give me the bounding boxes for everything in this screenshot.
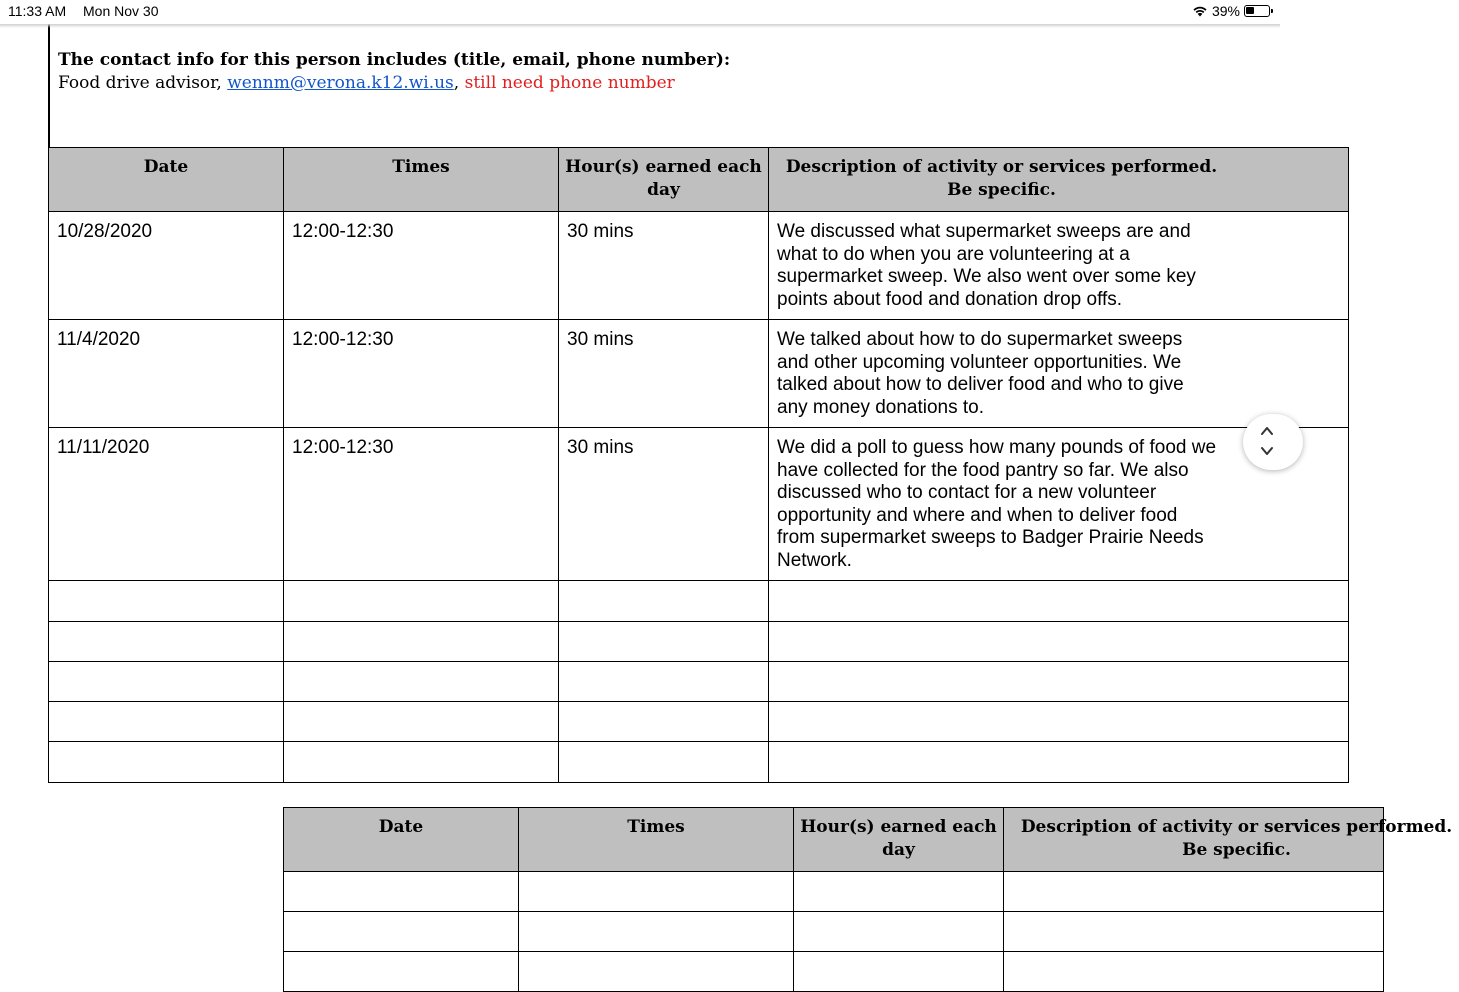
header-times: Times xyxy=(519,808,794,872)
table-row-empty xyxy=(49,622,1349,662)
cell-empty[interactable] xyxy=(794,952,1004,992)
battery-icon xyxy=(1244,5,1270,17)
cell-description-text: We did a poll to guess how many pounds of food we have collected for the food pantry so far. We also discussed who to contact for a new volunteer opportunity and where and when to deliver food from supermarket sweeps to Badger Prairie Needs Network. xyxy=(777,437,1217,571)
table-row-empty xyxy=(284,912,1384,952)
table-row-empty xyxy=(284,872,1384,912)
cell-description[interactable] xyxy=(769,320,1349,428)
table-row xyxy=(49,212,1349,320)
battery-fill xyxy=(1246,7,1254,14)
cell-empty[interactable] xyxy=(284,581,559,622)
contact-info xyxy=(58,48,730,94)
battery-nub xyxy=(1271,9,1273,13)
cell-empty[interactable] xyxy=(284,912,519,952)
chevron-up-icon[interactable] xyxy=(1260,424,1274,438)
cell-empty[interactable] xyxy=(519,872,794,912)
cell-hours[interactable]: 30 mins xyxy=(559,320,769,428)
cell-empty[interactable] xyxy=(519,952,794,992)
cell-empty[interactable] xyxy=(49,581,284,622)
cell-times[interactable]: 12:00-12:30 xyxy=(284,212,559,320)
wifi-icon xyxy=(1192,5,1208,17)
hours-log-table-2-viewport xyxy=(283,807,1453,960)
cell-empty[interactable] xyxy=(284,622,559,662)
contact-heading: The contact info for this person includes (title, email, phone number): xyxy=(58,50,731,70)
contact-email-link[interactable]: wennm@verona.k12.wi.us xyxy=(227,73,454,93)
cell-date[interactable]: 11/11/2020 xyxy=(49,428,284,581)
page-border-left xyxy=(48,24,50,148)
cell-empty[interactable] xyxy=(769,742,1349,783)
status-time: 11:33 AM xyxy=(8,3,67,19)
header-description xyxy=(1004,808,1453,872)
table-row-empty xyxy=(49,662,1349,702)
cell-empty[interactable] xyxy=(1004,872,1384,912)
cell-empty[interactable] xyxy=(284,872,519,912)
header-times: Times xyxy=(284,148,559,212)
cell-empty[interactable] xyxy=(559,662,769,702)
cell-empty[interactable] xyxy=(559,581,769,622)
cell-date[interactable]: 11/4/2020 xyxy=(49,320,284,428)
contact-line xyxy=(58,72,730,94)
page-nav-handle[interactable] xyxy=(1243,414,1303,470)
header-hours: Hour(s) earned each day xyxy=(559,148,769,212)
cell-empty[interactable] xyxy=(49,622,284,662)
contact-separator: , xyxy=(453,73,460,93)
header-hours: Hour(s) earned each day xyxy=(794,808,1004,872)
header-date: Date xyxy=(284,808,519,872)
cell-description-text: We discussed what supermarket sweeps are and what to do when you are volunteering at a supermarket sweep. We also went over some key points about food and donation drop offs. xyxy=(777,221,1196,310)
cell-empty[interactable] xyxy=(49,702,284,742)
table-header-row xyxy=(49,148,1349,212)
cell-date[interactable]: 10/28/2020 xyxy=(49,212,284,320)
cell-description-text: We talked about how to do supermarket sweeps and other upcoming volunteer opportunities. We talked about how to deliver food and who to give any money donations to. xyxy=(777,329,1184,418)
contact-title: Food drive advisor, xyxy=(58,73,228,93)
cell-empty[interactable] xyxy=(284,702,559,742)
cell-hours[interactable]: 30 mins xyxy=(559,212,769,320)
status-right xyxy=(1192,3,1270,19)
cell-empty[interactable] xyxy=(769,702,1349,742)
cell-times[interactable]: 12:00-12:30 xyxy=(284,320,559,428)
header-description-text: Description of activity or services performed. Be specific. xyxy=(1020,817,1453,860)
table-row-empty xyxy=(49,702,1349,742)
hours-log-table-2 xyxy=(283,807,1453,992)
cell-empty[interactable] xyxy=(284,952,519,992)
hours-log-table-viewport xyxy=(48,147,1218,787)
cell-empty[interactable] xyxy=(49,662,284,702)
chevron-down-icon[interactable] xyxy=(1260,444,1274,458)
table-row-empty xyxy=(284,952,1384,992)
cell-times[interactable]: 12:00-12:30 xyxy=(284,428,559,581)
table-header-row xyxy=(284,808,1384,872)
hours-log-table xyxy=(48,147,1349,783)
cell-empty[interactable] xyxy=(519,912,794,952)
cell-description[interactable] xyxy=(769,212,1349,320)
cell-empty[interactable] xyxy=(559,742,769,783)
cell-empty[interactable] xyxy=(794,872,1004,912)
cell-hours[interactable]: 30 mins xyxy=(559,428,769,581)
cell-empty[interactable] xyxy=(794,912,1004,952)
cell-empty[interactable] xyxy=(559,702,769,742)
header-date: Date xyxy=(49,148,284,212)
status-date: Mon Nov 30 xyxy=(83,3,159,19)
status-bar xyxy=(0,0,1280,24)
table-row xyxy=(49,428,1349,581)
cell-empty[interactable] xyxy=(769,662,1349,702)
cell-empty[interactable] xyxy=(769,622,1349,662)
header-description xyxy=(769,148,1349,212)
table-row-empty xyxy=(49,581,1349,622)
cell-empty[interactable] xyxy=(1004,952,1384,992)
contact-phone-note: still need phone number xyxy=(459,73,675,93)
cell-empty[interactable] xyxy=(559,622,769,662)
cell-empty[interactable] xyxy=(1004,912,1384,952)
cell-empty[interactable] xyxy=(284,742,559,783)
cell-empty[interactable] xyxy=(284,662,559,702)
cell-empty[interactable] xyxy=(769,581,1349,622)
battery-percent: 39% xyxy=(1211,3,1240,19)
table-row-empty xyxy=(49,742,1349,783)
cell-empty[interactable] xyxy=(49,742,284,783)
table-row xyxy=(49,320,1349,428)
header-description-text: Description of activity or services performed. Be specific. xyxy=(785,157,1218,200)
status-bar-shadow xyxy=(0,24,1280,28)
